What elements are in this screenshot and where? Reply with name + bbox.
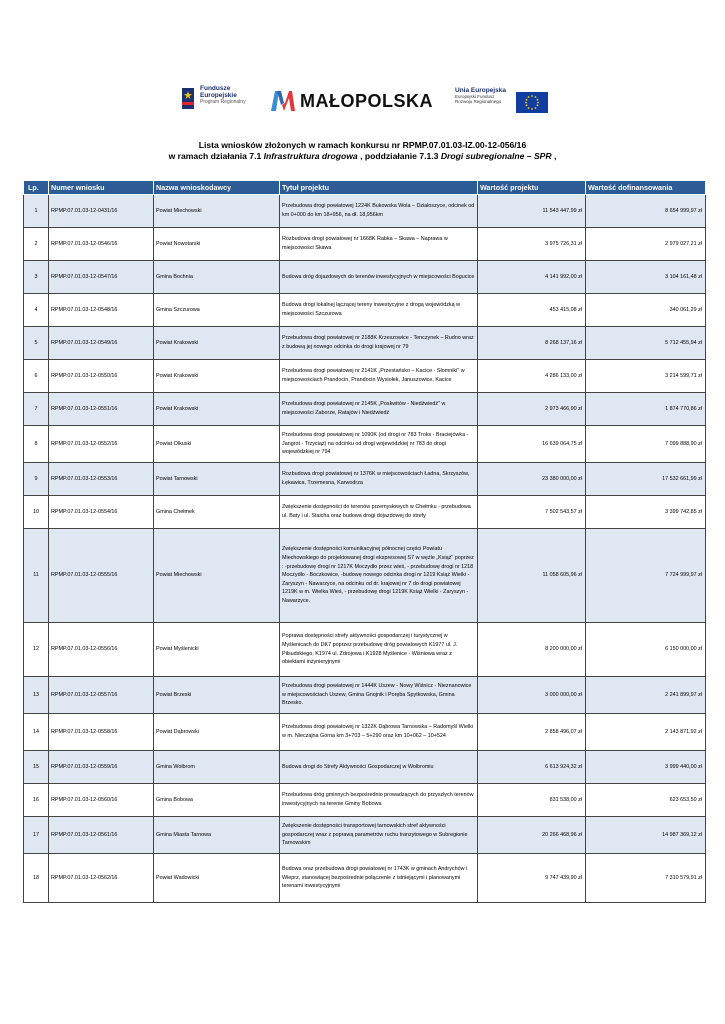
ue-line3: Rozwoju Regionalnego (455, 99, 502, 104)
cell-tytul: Budowa drogi do Strefy Aktywności Gospodarczej w Wolbromiu (280, 751, 478, 784)
cell-nazwa: Powiat Brzeski (154, 677, 280, 714)
cell-wartosc: 8 268 137,16 zł (478, 327, 586, 360)
fe-line3: Program Regionalny (200, 99, 246, 105)
cell-tytul: Zwiększenie dostępności komunikacyjnej północnej części Powiatu Miechowskiego do projektowanej drogi ekspresowej S7 w węźle „Książ" poprzez : -przebudowę drogi nr 1217K Moczydło przez wieś, - przebudowę drogi nr 1218 Moczydło - Boczkowice, -budowę nowego odcinka drogi nr 1219 Książ Wielki - Zaryszyn - Nawarzyce, na odcinku od dr. krajowej nr 7 do drogi powiatowej 1219K w m. Wielka Wieś, - przebudowę drogi 1219K Książ Wielki - Zaryszyn - Nawarzyce. (280, 529, 478, 623)
cell-dofin: 17 532 661,99 zł (586, 463, 706, 496)
cell-dofin: 8 654 999,97 zł (586, 195, 706, 228)
cell-tytul: Przebudowa drogi powiatowej nr 1090K (od drogi nr 783 Troks - Braciejówka - Jangrot - Trzyciąż) na odcinku od drogi wojewódzkiej nr 783 do drogi wojewódzkiej nr 794 (280, 426, 478, 463)
cell-wartosc: 16 639 064,75 zł (478, 426, 586, 463)
table-row (24, 195, 706, 228)
cell-nazwa: Powiat Krakowski (154, 393, 280, 426)
cell-dofin: 6 150 000,00 zł (586, 623, 706, 677)
cell-lp: 13 (24, 677, 49, 714)
table-row (24, 854, 706, 903)
cell-numer: RPMP.07.01.03-12-0562/16 (49, 854, 154, 903)
cell-tytul: Przebudowa drogi powiatowej nr 2188K Krzeszowice - Tenczynek – Rudno wraz z budową jej nowego odcinka do drogi krajowej nr 79 (280, 327, 478, 360)
cell-dofin: 7 099 888,90 zł (586, 426, 706, 463)
cell-numer: RPMP.07.01.03-12-0557/16 (49, 677, 154, 714)
table-row (24, 327, 706, 360)
cell-tytul: Rozbudowa drogi powiatowej nr 1668K Rabka – Skawa – Naprawa w miejscowości Skawa (280, 228, 478, 261)
cell-lp: 14 (24, 714, 49, 751)
malopolska-m-icon (270, 89, 296, 113)
table-row (24, 714, 706, 751)
cell-lp: 12 (24, 623, 49, 677)
cell-numer: RPMP.07.01.03-12-0550/16 (49, 360, 154, 393)
table-row (24, 463, 706, 496)
header-dofin: Wartość dofinansowania (586, 181, 706, 195)
cell-wartosc: 8 200 000,00 zł (478, 623, 586, 677)
fe-star-icon (180, 85, 196, 111)
cell-dofin: 14 987 369,12 zł (586, 817, 706, 854)
cell-wartosc: 2 973 466,90 zł (478, 393, 586, 426)
cell-dofin: 1 874 770,86 zł (586, 393, 706, 426)
table-row (24, 677, 706, 714)
cell-numer: RPMP.07.01.03-12-0551/16 (49, 393, 154, 426)
cell-wartosc: 3 000 000,00 zł (478, 677, 586, 714)
table-row (24, 817, 706, 854)
cell-nazwa: Gmina Chełmek (154, 496, 280, 529)
cell-numer: RPMP.07.01.03-12-0547/16 (49, 261, 154, 294)
subtitle-subaction: Drogi subregionalne – SPR (440, 151, 552, 161)
malopolska-name: MAŁOPOLSKA (300, 91, 433, 111)
cell-lp: 8 (24, 426, 49, 463)
ue-line2: Europejski Fundusz (455, 94, 495, 99)
cell-tytul: Przebudowa drogi powiatowej nr 1444K Uszew - Nowy Wiśnicz - Nieznanowice w miejscowościach Uszew, Gmina Gnojnik i Poręba Spytkowska, Gmina Brzesko. (280, 677, 478, 714)
table-row (24, 294, 706, 327)
cell-wartosc: 20 266 468,96 zł (478, 817, 586, 854)
table-row (24, 228, 706, 261)
cell-lp: 16 (24, 784, 49, 817)
subtitle-action: Infrastruktura drogowa (263, 151, 358, 161)
cell-nazwa: Gmina Miasta Tarnowa (154, 817, 280, 854)
cell-wartosc: 453 415,08 zł (478, 294, 586, 327)
cell-tytul: Budowa drogi lokalnej łączącej tereny inwestycyjne z drogą wojewódzką w miejscowości Szczurowa (280, 294, 478, 327)
cell-tytul: Zwiększenie dostępności transportowej tarnowskich stref aktywności gospodarczej wraz z poprawą parametrów ruchu tranzytowego w Subregionie Tarnowskim (280, 817, 478, 854)
cell-nazwa: Powiat Miechowski (154, 195, 280, 228)
eu-flag-icon (516, 92, 548, 113)
cell-wartosc: 23 380 000,00 zł (478, 463, 586, 496)
table-header-row (24, 181, 706, 195)
header-nazwa: Nazwa wnioskodawcy (154, 181, 280, 195)
applications-table (23, 180, 706, 903)
cell-tytul: Przebudowa drogi powiatowej nr 2145K „Poskwitów - Niedźwiedź" w miejscowości Zaborze, Ratajów i Niedźwiedź (280, 393, 478, 426)
cell-numer: RPMP.07.01.03-12-0556/16 (49, 623, 154, 677)
cell-wartosc: 831 538,00 zł (478, 784, 586, 817)
logo-bar (0, 84, 725, 118)
table-row (24, 393, 706, 426)
table-row (24, 426, 706, 463)
cell-nazwa: Gmina Szczurowa (154, 294, 280, 327)
fe-line2: Europejskie (200, 92, 237, 99)
table-row (24, 623, 706, 677)
cell-lp: 2 (24, 228, 49, 261)
cell-numer: RPMP.07.01.03-12-0546/16 (49, 228, 154, 261)
cell-dofin: 2 979 027,21 zł (586, 228, 706, 261)
fundusze-europejskie-logo (180, 84, 270, 114)
header-wartosc: Wartość projektu (478, 181, 586, 195)
header-lp: Lp. (24, 181, 49, 195)
table-row (24, 784, 706, 817)
cell-dofin: 3 104 161,48 zł (586, 261, 706, 294)
document-title: Lista wniosków złożonych w ramach konkursu nr RPMP.07.01.03-IZ.00-12-056/16 (198, 140, 527, 150)
cell-nazwa: Gmina Wolbrom (154, 751, 280, 784)
document-subtitle (0, 151, 725, 161)
cell-lp: 11 (24, 529, 49, 623)
cell-tytul: Przebudowa dróg gminnych bezpośrednio prowadzących do przyszłych terenów inwestycyjnych na terenie Gminy Bobowa (280, 784, 478, 817)
cell-nazwa: Powiat Tarnowski (154, 463, 280, 496)
cell-wartosc: 9 747 439,90 zł (478, 854, 586, 903)
cell-lp: 4 (24, 294, 49, 327)
cell-dofin: 623 653,50 zł (586, 784, 706, 817)
table-row (24, 751, 706, 784)
cell-wartosc: 11 058 605,96 zł (478, 529, 586, 623)
cell-tytul: Przebudowa drogi powiatowej nr 1322K Dąbrowa Tarnowska – Radomyśl Wielki w m. Nieczajna Górna km 3+703 – 5+290 oraz km 10+062 – 10+524 (280, 714, 478, 751)
cell-lp: 1 (24, 195, 49, 228)
subtitle-end: , (551, 151, 557, 161)
cell-wartosc: 6 613 924,32 zł (478, 751, 586, 784)
cell-dofin: 2 143 871,92 zł (586, 714, 706, 751)
ue-line1: Unia Europejska (455, 87, 506, 94)
cell-nazwa: Powiat Olkuski (154, 426, 280, 463)
cell-lp: 9 (24, 463, 49, 496)
cell-lp: 7 (24, 393, 49, 426)
cell-wartosc: 11 543 447,99 zł (478, 195, 586, 228)
cell-nazwa: Powiat Krakowski (154, 327, 280, 360)
cell-nazwa: Gmina Bochnia (154, 261, 280, 294)
cell-wartosc: 7 502 543,57 zł (478, 496, 586, 529)
cell-lp: 15 (24, 751, 49, 784)
cell-wartosc: 4 286 133,00 zł (478, 360, 586, 393)
cell-dofin: 5 712 455,94 zł (586, 327, 706, 360)
cell-numer: RPMP.07.01.03-12-0549/16 (49, 327, 154, 360)
cell-numer: RPMP.07.01.03-12-0431/16 (49, 195, 154, 228)
cell-numer: RPMP.07.01.03-12-0552/16 (49, 426, 154, 463)
cell-lp: 5 (24, 327, 49, 360)
unia-europejska-logo (455, 87, 555, 115)
cell-tytul: Przebudowa drogi powiatowej nr 2141K „Przestańsko – Kacice - Słomniki" w miejscowościach Prandocin, Prandocin Wysiołek, Januszowice, Kacice (280, 360, 478, 393)
cell-numer: RPMP.07.01.03-12-0560/16 (49, 784, 154, 817)
cell-tytul: Budowa oraz przebudowa drogi powiatowej nr 1743K w gminach Andrychów i Wieprz, stanowiącej bezpośrednie połączenie z istniejącymi i planowanymi terenami inwestycyjnymi (280, 854, 478, 903)
fe-line1: Fundusze (200, 85, 231, 92)
cell-dofin: 7 724 999,97 zł (586, 529, 706, 623)
table-row (24, 529, 706, 623)
table-row (24, 360, 706, 393)
cell-nazwa: Powiat Wadowicki (154, 854, 280, 903)
cell-tytul: Rozbudowa drogi powiatowej nr 1376K w miejscowościach Ładna, Skrzyszów, Łękawica, Trzemesna, Karwodrza (280, 463, 478, 496)
cell-numer: RPMP.07.01.03-12-0555/16 (49, 529, 154, 623)
cell-nazwa: Powiat Nowotarski (154, 228, 280, 261)
cell-nazwa: Powiat Myślenicki (154, 623, 280, 677)
cell-dofin: 340 061,29 zł (586, 294, 706, 327)
cell-tytul: Zwiększenie dostępności do terenów przemysłowych w Chełmku - przebudowa ul. Baty i ul. Staicha oraz budowa drogi dojazdowej do strefy (280, 496, 478, 529)
cell-tytul: Przebudowa drogi powiatowej 1224K Bukowska Wola – Działoszyce, odcinek od km 0+000 do km 18+956, na dł. 18,956km (280, 195, 478, 228)
cell-lp: 3 (24, 261, 49, 294)
subtitle-mid: , poddziałanie 7.1.3 (357, 151, 441, 161)
cell-dofin: 3 214 599,71 zł (586, 360, 706, 393)
cell-dofin: 3 399 742,85 zł (586, 496, 706, 529)
cell-nazwa: Powiat Miechowski (154, 529, 280, 623)
cell-nazwa: Gmina Bobowa (154, 784, 280, 817)
cell-numer: RPMP.07.01.03-12-0558/16 (49, 714, 154, 751)
cell-dofin: 2 241 899,97 zł (586, 677, 706, 714)
cell-tytul: Poprawa dostępności strefy aktywności gospodarczej i turystycznej w Myślenicach do DK7 poprzez przebudowę dróg powiatowych K1977 ul. J. Piłsudskiego, K1974 ul. Zdrojowa i K1928 Myślenice - Wiśniowa wraz z obiektami inżynieryjnymi (280, 623, 478, 677)
cell-nazwa: Powiat Dąbrowski (154, 714, 280, 751)
cell-nazwa: Powiat Krakowski (154, 360, 280, 393)
cell-numer: RPMP.07.01.03-12-0554/16 (49, 496, 154, 529)
cell-lp: 18 (24, 854, 49, 903)
cell-lp: 10 (24, 496, 49, 529)
cell-dofin: 7 310 579,91 zł (586, 854, 706, 903)
cell-lp: 6 (24, 360, 49, 393)
cell-wartosc: 3 975 726,31 zł (478, 228, 586, 261)
cell-numer: RPMP.07.01.03-12-0548/16 (49, 294, 154, 327)
cell-numer: RPMP.07.01.03-12-0559/16 (49, 751, 154, 784)
cell-numer: RPMP.07.01.03-12-0553/16 (49, 463, 154, 496)
cell-tytul: Budowa dróg dojazdowych do terenów inwestycyjnych w miejscowości Bogucice (280, 261, 478, 294)
table-row (24, 496, 706, 529)
cell-wartosc: 4 141 992,00 zł (478, 261, 586, 294)
cell-numer: RPMP.07.01.03-12-0561/16 (49, 817, 154, 854)
subtitle-pre: w ramach działania 7.1 (168, 151, 264, 161)
header-numer: Numer wniosku (49, 181, 154, 195)
cell-dofin: 3 999 440,00 zł (586, 751, 706, 784)
header-tytul: Tytuł projektu (280, 181, 478, 195)
cell-lp: 17 (24, 817, 49, 854)
table-row (24, 261, 706, 294)
cell-wartosc: 2 858 496,07 zł (478, 714, 586, 751)
